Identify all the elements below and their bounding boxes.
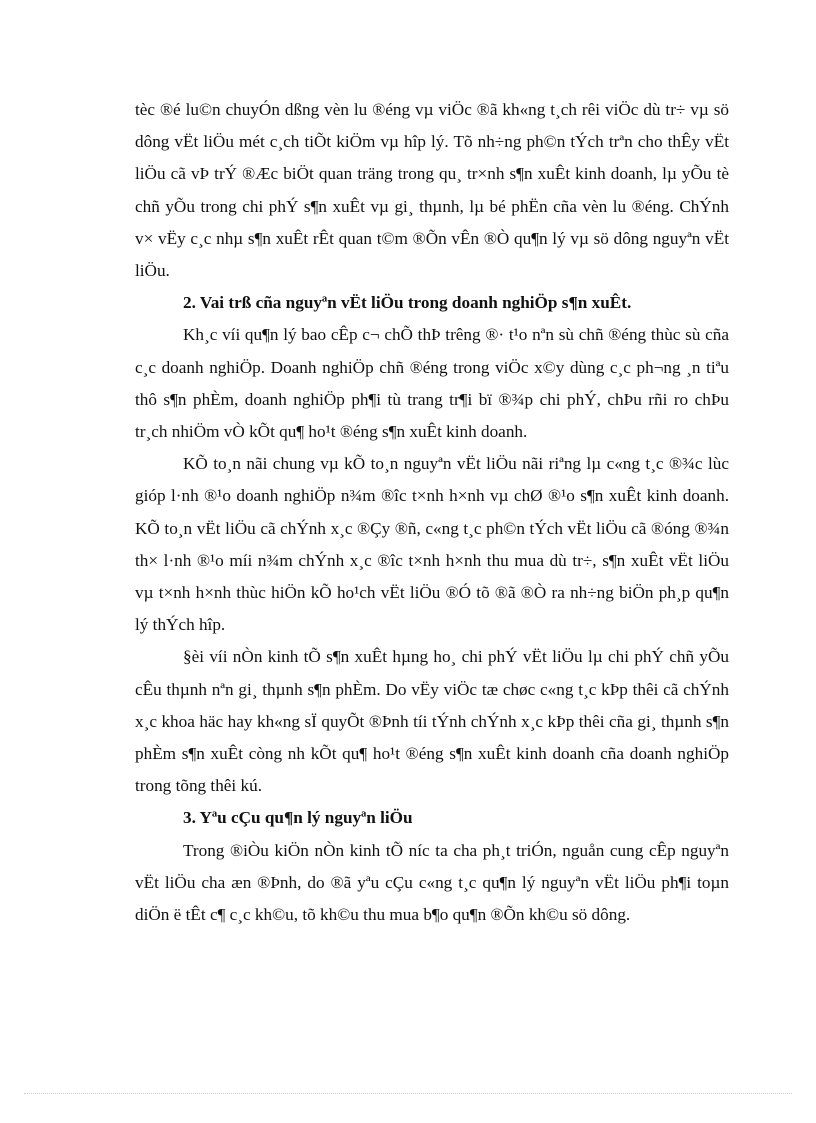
section-heading-3: 3. Yªu cÇu qu¶n lý nguyªn liÖu bbox=[183, 808, 413, 828]
paragraph-accounting-role: KÕ to¸n nãi chung vµ kÕ to¸n nguyªn vËt liÖu nãi riªng lµ c«ng t¸c ®¾c lùc gióp l·nh ®¹o doanh nghiÖp n¾m ®îc t×nh h×nh vµ chØ ®¹o s¶n xuÊt kinh doanh. KÕ to¸n vËt liÖu cã chÝnh x¸c ®Çy ®ñ, c«ng t¸c ph©n tÝch vËt liÖu cã ®óng ®¾n th× l·nh ®¹o míi n¾m chÝnh x¸c ®îc t×nh h×nh thu mua dù tr÷, s¶n xuÊt vËt liÖu vµ t×nh h×nh thùc hiÖn kÕ ho¹ch vËt liÖu ®Ó tõ ®ã ®Ò ra nh÷ng biÖn ph¸p qu¶n lý thÝch hîp. bbox=[135, 454, 729, 635]
paragraph-management-requirements: Trong ®iÒu kiÖn nÒn kinh tÕ níc ta cha ph¸t triÓn, nguån cung cÊp nguyªn vËt liÖu cha æn ®Þnh, do ®ã yªu cÇu c«ng t¸c qu¶n lý nguyªn vËt liÖu ph¶i toµn diÖn ë tÊt c¶ c¸c kh©u, tõ kh©u thu mua b¶o qu¶n ®Õn kh©u sö dông. bbox=[135, 840, 729, 925]
page-bottom-divider bbox=[24, 1093, 792, 1094]
paragraph-market-mechanism: Kh¸c víi qu¶n lý bao cÊp c¬ chÕ thÞ trêng ®· t¹o nªn sù chñ ®éng thùc sù cña c¸c doanh nghiÖp. Doanh nghiÖp chñ ®éng trong viÖc x©y dùng c¸c ph¬ng ¸n tiªu thô s¶n phÈm, doanh nghiÖp ph¶i tù trang tr¶i bï ®¾p chi phÝ, chÞu rñi ro chÞu tr¸ch nhiÖm vÒ kÕt qu¶ ho¹t ®éng s¶n xuÊt kinh doanh. bbox=[135, 325, 729, 442]
paragraph-cost-structure: §èi víi nÒn kinh tÕ s¶n xuÊt hµng ho¸ chi phÝ vËt liÖu lµ chi phÝ chñ yÕu cÊu thµnh nªn gi¸ thµnh s¶n phÈm. Do vËy viÖc tæ chøc c«ng t¸c kÞp thêi cã chÝnh x¸c khoa häc hay kh«ng sÏ quyÕt ®Þnh tíi tÝnh chÝnh x¸c kÞp thêi cña gi¸ thµnh s¶n phÈm s¶n xuÊt còng nh kÕt qu¶ ho¹t ®éng s¶n xuÊt kinh doanh cña doanh nghiÖp trong tõng thêi kú. bbox=[135, 647, 729, 796]
page-content bbox=[135, 94, 729, 931]
section-heading-2: 2. Vai trß cña nguyªn vËt liÖu trong doanh nghiÖp s¶n xuÊt. bbox=[183, 293, 632, 313]
paragraph-intro: tèc ®é lu©n chuyÓn dßng vèn lu ®éng vµ viÖc ®ã kh«ng t¸ch rêi viÖc dù tr÷ vµ sö dông vËt liÖu mét c¸ch tiÕt kiÖm vµ hîp lý. Tõ nh÷ng ph©n tÝch trªn cho thÊy vËt liÖu cã vÞ trÝ ®Æc biÖt quan träng trong qu¸ tr×nh s¶n xuÊt kinh doanh, lµ yÕu tè chñ yÕu trong chi phÝ s¶n xuÊt vµ gi¸ thµnh, lµ bé phËn cña vèn lu ®éng. ChÝnh v× vËy c¸c nhµ s¶n xuÊt rÊt quan t©m ®Õn vÊn ®Ò qu¶n lý vµ sö dông nguyªn vËt liÖu. bbox=[135, 100, 729, 281]
